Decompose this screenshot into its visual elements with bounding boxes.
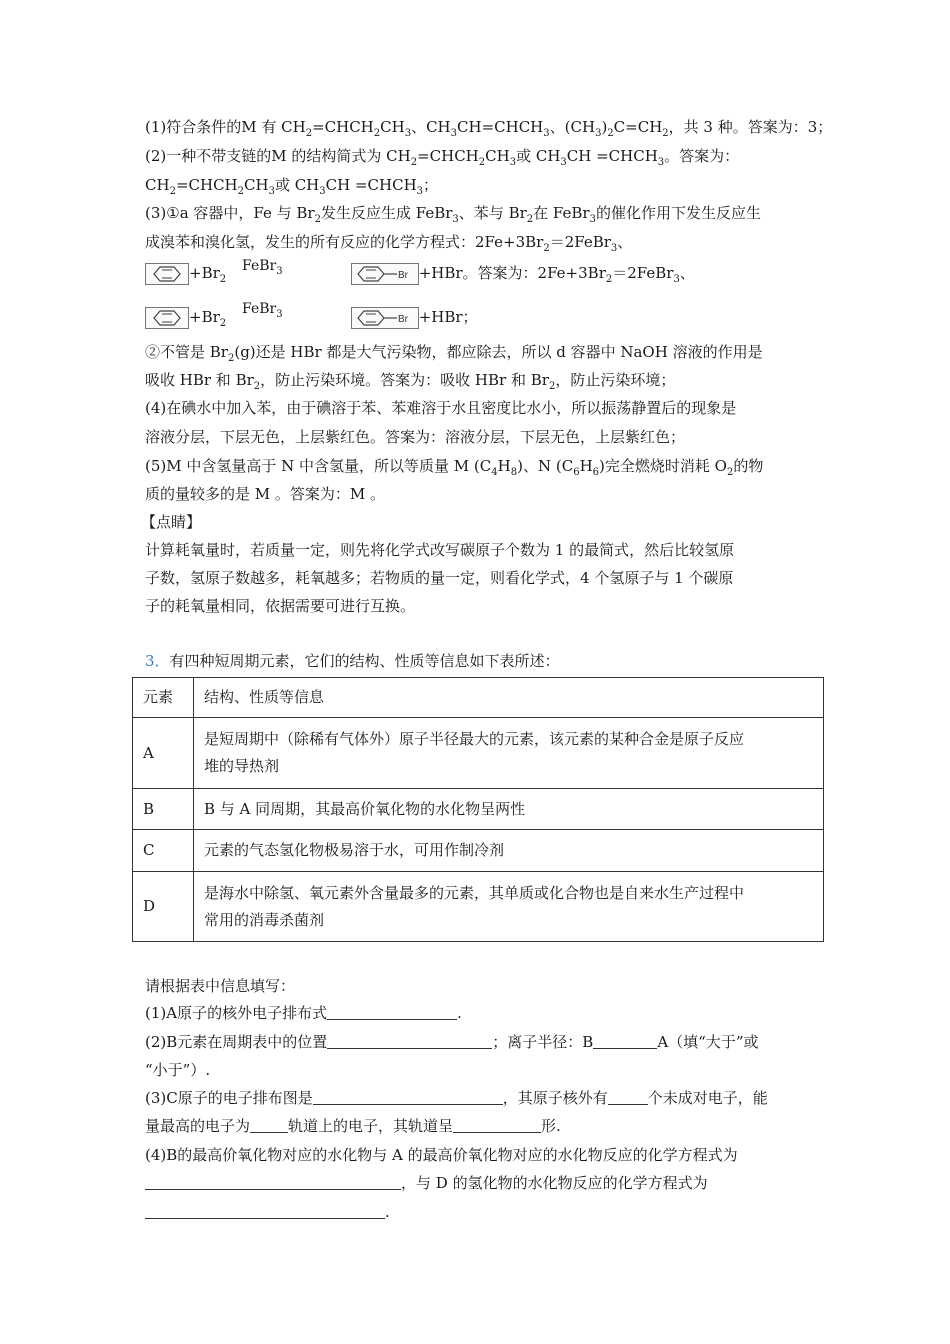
table-cell-element: A xyxy=(133,718,194,789)
fill-prompt: 请根据表中信息填写： xyxy=(145,977,296,995)
answer-2-line-2: $CH_2=CHCH_2CH_3$或 $CH_3CH$ $=CHCH_3$； xyxy=(145,176,439,197)
answer-blank[interactable] xyxy=(250,1116,288,1133)
answer-3b-line-1: ②不管是 $Br_2(g)$还是 HBr 都是大气污染物，都应除去，所以 d 容器中 NaOH 溶液的作用是 xyxy=(145,343,763,364)
table-row xyxy=(133,830,824,872)
table-header-info: 结构、性质等信息 xyxy=(194,678,824,718)
sub-question-4-line-2: ，与 D 的氢化物的水化物反应的化学方程式为 xyxy=(145,1172,708,1194)
table-cell-element: C xyxy=(133,830,194,872)
element-info-table xyxy=(132,677,824,942)
sub-question-1: (1)A原子的核外电子排布式 . xyxy=(145,1004,462,1022)
answer-3-line-1: (3)①a 容器中，Fe 与 $Br_2$发生反应生成 FeBr$_3$、苯与 $Br_2$在 FeBr$_3$的催化作用下发生反应生 xyxy=(145,204,761,225)
sub-question-4-line-1: (4)B的最高价氧化物对应的水化物与 A 的最高价氧化物对应的水化物反应的化学方程式为 xyxy=(145,1146,738,1164)
reaction-1: $+Br_2$ Br +HBr。答案为：$2Fe+3Br_2=2FeBr_3$、 xyxy=(145,262,695,285)
table-cell-info: 是短周期中（除稀有气体外）原子半径最大的元素，该元素的某种合金是原子反应 堆的导热剂 xyxy=(194,718,824,789)
table-header-row xyxy=(133,678,824,718)
question-3-stem: 3．有四种短周期元素，它们的结构、性质等信息如下表所述： xyxy=(145,652,560,670)
answer-blank[interactable] xyxy=(593,1032,657,1049)
answer-blank[interactable] xyxy=(145,1202,385,1219)
catalyst-label-2: FeBr$_3$ xyxy=(242,301,283,320)
answer-5-line-2: 质的量较多的是 M 。答案为：M 。 xyxy=(145,485,386,503)
answer-blank[interactable] xyxy=(608,1088,648,1105)
answer-4-line-2: 溶液分层，下层无色，上层紫红色。答案为：溶液分层，下层无色，上层紫红色； xyxy=(145,428,686,446)
answer-1: (1)符合条件的M 有 $CH_2=CHCH_2CH_3$、$CH_3CH=CHCH_3$、$(CH_3)_2C=CH_2$，共 3 种。答案为：3； xyxy=(145,118,833,139)
sub-question-2-line-1: (2)B元素在周期表中的位置 ；离子半径：B A（填“大于”或 xyxy=(145,1033,759,1051)
sub-question-3-line-2: 量最高的电子为 轨道上的电子，其轨道呈 形. xyxy=(145,1117,561,1135)
table-row xyxy=(133,872,824,942)
answer-blank[interactable] xyxy=(453,1116,541,1133)
table-cell-element: B xyxy=(133,789,194,830)
answer-2-line-1: (2)一种不带支链的M 的结构简式为 $CH_2=CHCH_2CH_3$或 $CH_3CH$ $=CHCH_3$。答案为： xyxy=(145,147,740,168)
tip-line-3: 子的耗氧量相同，依据需要可进行互换。 xyxy=(145,597,416,615)
table-row xyxy=(133,718,824,789)
answer-blank[interactable] xyxy=(313,1088,503,1105)
answer-blank[interactable] xyxy=(145,1173,401,1190)
answer-5-line-1: (5)M 中含氢量高于 N 中含氢量，所以等质量 M $(C_4H_8)$、N $(C_6H_6)$完全燃烧时消耗 $O_2$的物 xyxy=(145,457,764,478)
sub-question-4-line-3: . xyxy=(145,1201,390,1223)
benzene-structure-icon xyxy=(145,263,189,285)
benzene-structure-icon xyxy=(145,307,189,329)
table-cell-element: D xyxy=(133,872,194,942)
catalyst-label-1: FeBr$_3$ xyxy=(242,258,283,277)
answer-blank[interactable] xyxy=(327,1003,457,1020)
svg-text:Br: Br xyxy=(397,270,408,281)
tip-line-1: 计算耗氧量时，若质量一定，则先将化学式改写碳原子个数为 1 的最简式，然后比较氢原 xyxy=(145,541,735,559)
answer-3b-line-2: 吸收 HBr 和 $Br_2$，防止污染环境。答案为：吸收 HBr 和 $Br_2$，防止污染环境； xyxy=(145,371,676,392)
bromobenzene-structure-icon xyxy=(351,307,419,329)
tip-heading: 【点睛】 xyxy=(141,513,202,531)
answer-blank[interactable] xyxy=(327,1032,492,1049)
sub-question-3-line-1: (3)C原子的电子排布图是 ，其原子核外有 个未成对电子，能 xyxy=(145,1089,768,1107)
table-cell-info: 元素的气态氢化物极易溶于水，可用作制冷剂 xyxy=(194,830,824,872)
answer-3-line-2: 成溴苯和溴化氢，发生的所有反应的化学方程式：$2Fe+3Br_2=2FeBr_3$、 xyxy=(145,233,633,254)
table-cell-info: B 与 A 同周期，其最高价氧化物的水化物呈两性 xyxy=(194,789,824,830)
bromobenzene-structure-icon xyxy=(351,263,419,285)
sub-question-2-line-2: “小于”）. xyxy=(145,1061,211,1079)
svg-text:Br: Br xyxy=(397,314,408,325)
tip-line-2: 子数，氢原子数越多，耗氧越多；若物质的量一定，则看化学式，4 个氢原子与 1 个碳原 xyxy=(145,569,734,587)
question-number: 3． xyxy=(145,652,170,670)
table-cell-info: 是海水中除氢、氧元素外含量最多的元素，其单质或化合物也是自来水生产过程中 常用的消毒杀菌剂 xyxy=(194,872,824,942)
table-header-element: 元素 xyxy=(133,678,194,718)
reaction-2: $+Br_2$ Br +HBr； xyxy=(145,306,478,329)
table-row xyxy=(133,789,824,830)
answer-4-line-1: (4)在碘水中加入苯，由于碘溶于苯、苯难溶于水且密度比水小，所以振荡静置后的现象是 xyxy=(145,399,737,417)
